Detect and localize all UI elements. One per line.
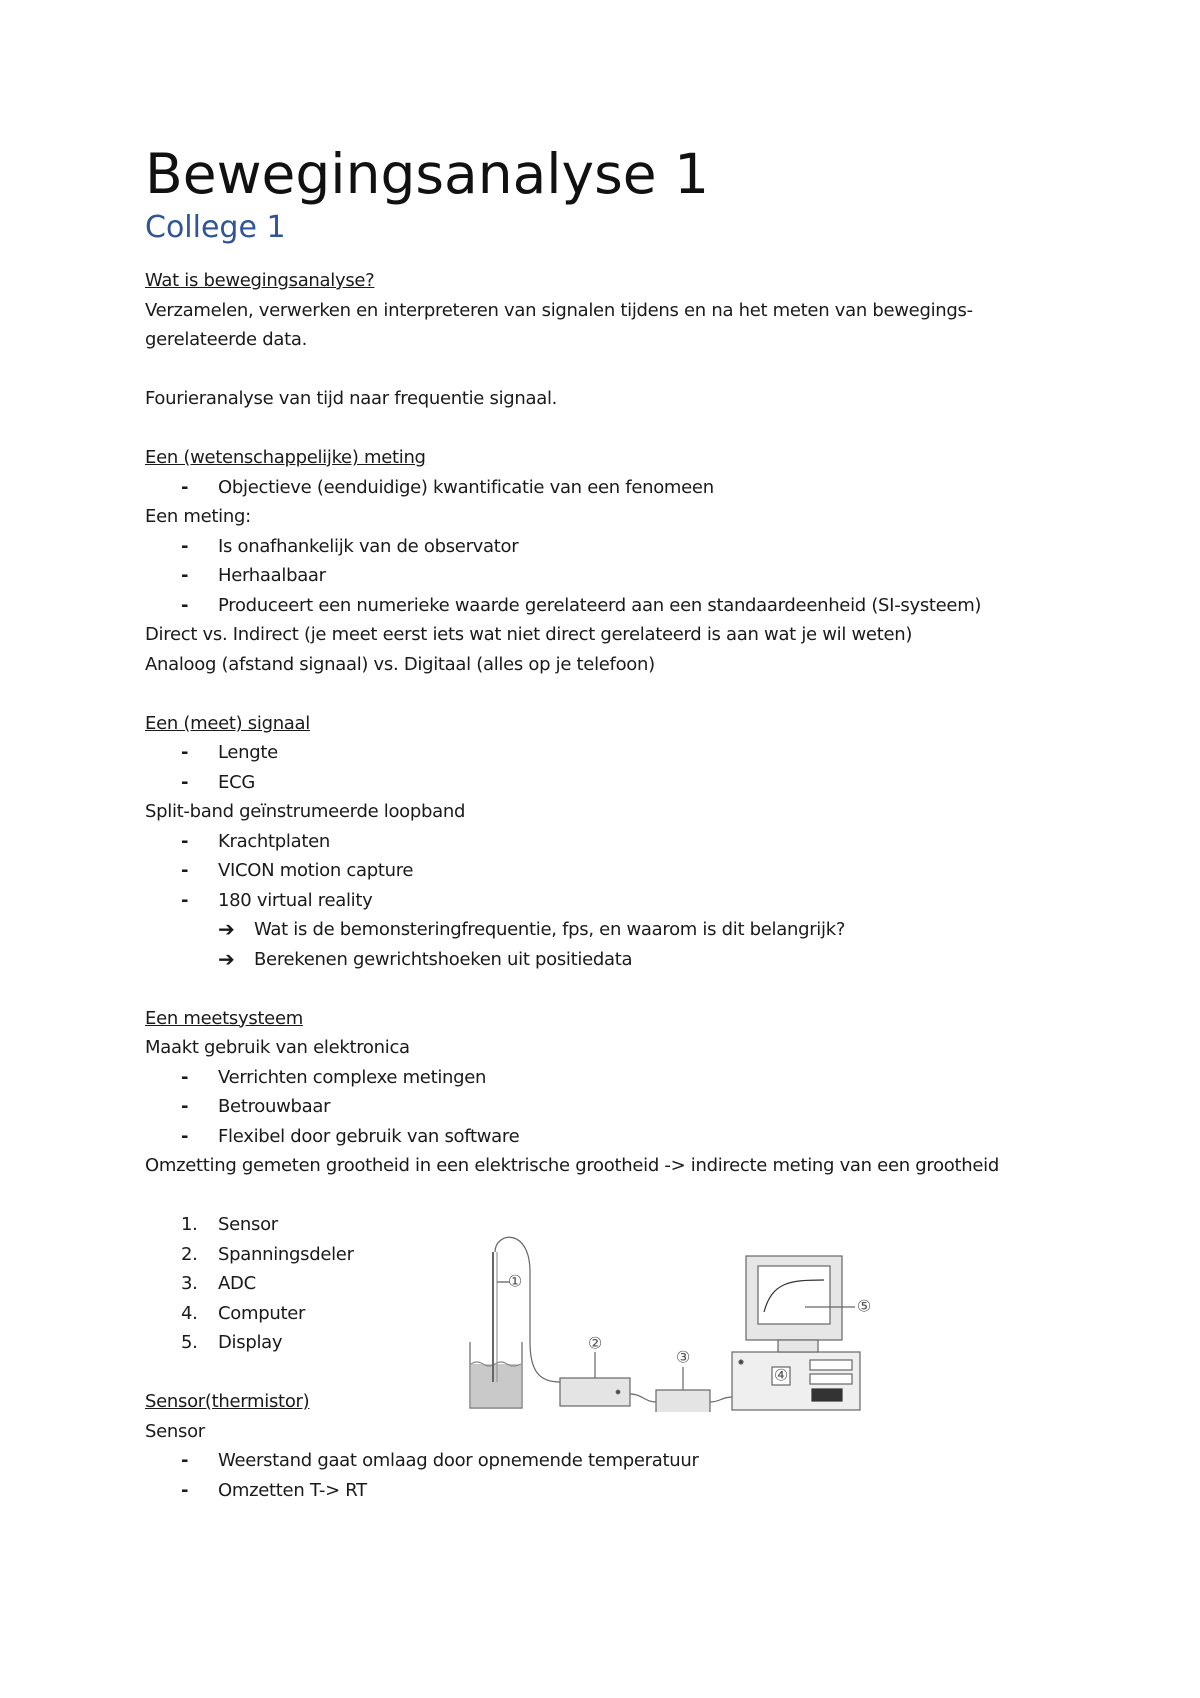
paragraph: Analoog (afstand signaal) vs. Digitaal (alles op je telefoon)	[145, 653, 655, 675]
paragraph: Split-band geïnstrumeerde loopband	[145, 801, 466, 822]
paragraph: Fourieranalyse van tijd naar frequentie signaal.	[145, 388, 558, 409]
diagram-label-4: ④	[773, 1365, 789, 1385]
adc-box	[656, 1390, 710, 1412]
numbered-item: 5. Display	[181, 1332, 283, 1353]
paragraph: Direct vs. Indirect (je meet eerst iets wat niet direct gerelateerd is aan wat je wil weten)	[145, 624, 913, 645]
heading-sensor: Sensor(thermistor)	[145, 1391, 310, 1412]
list-item: - Weerstand gaat omlaag door opnemende temperatuur	[181, 1450, 699, 1471]
list-item: - 180 virtual reality	[181, 889, 373, 911]
numbered-item: 2. Spanningsdeler	[181, 1243, 354, 1265]
list-item: - Betrouwbaar	[181, 1096, 331, 1117]
arrow-icon: ➔	[218, 917, 235, 941]
heading-meetsysteem: Een meetsysteem	[145, 1007, 303, 1029]
paragraph: Sensor	[145, 1420, 205, 1442]
paragraph: Maakt gebruik van elektronica	[145, 1037, 410, 1058]
paragraph: Een meting:	[145, 506, 251, 527]
paragraph: gerelateerde data.	[145, 329, 307, 350]
document-subtitle: College 1	[145, 210, 286, 245]
arrow-list-item: ➔ Berekenen gewrichtshoeken uit positiedata	[145, 945, 1045, 975]
paragraph: Verzamelen, verwerken en interpreteren van signalen tijdens en na het meten van bewegings-	[145, 299, 973, 321]
numbered-item: 1. Sensor	[181, 1214, 278, 1235]
diagram-label-5: ⑤	[856, 1296, 872, 1316]
list-item: - Krachtplaten	[181, 830, 330, 852]
numbered-item: 4. Computer	[181, 1302, 306, 1324]
list-item: - Omzetten T-> RT	[181, 1479, 367, 1501]
numbered-item: 3. ADC	[181, 1273, 256, 1294]
diagram-label-3: ③	[675, 1347, 691, 1367]
paragraph: Omzetting gemeten grootheid in een elektrische grootheid -> indirecte meting van een grootheid	[145, 1155, 999, 1176]
document-title: Bewegingsanalyse 1	[145, 142, 710, 206]
arrow-list-item: ➔ Wat is de bemonsteringfrequentie, fps, en waarom is dit belangrijk?	[145, 915, 1045, 945]
list-item: - Flexibel door gebruik van software	[181, 1125, 520, 1147]
diagram-label-2: ②	[587, 1333, 603, 1353]
heading-meting: Een (wetenschappelijke) meting	[145, 447, 426, 468]
measurement-system-diagram	[460, 1232, 900, 1412]
heading-wat-is: Wat is bewegingsanalyse?	[145, 270, 375, 291]
list-item: - Is onafhankelijk van de observator	[181, 535, 519, 557]
list-item: - Lengte	[181, 742, 278, 763]
list-item: - Objectieve (eenduidige) kwantificatie van een fenomeen	[181, 476, 714, 498]
list-item: - Verrichten complexe metingen	[181, 1066, 487, 1088]
list-item: - Herhaalbaar	[181, 565, 326, 586]
diagram-label-1: ①	[507, 1271, 523, 1291]
heading-signaal: Een (meet) signaal	[145, 712, 310, 734]
list-item: - Produceert een numerieke waarde gerelateerd aan een standaardeenheid (SI-systeem)	[181, 594, 982, 616]
arrow-icon: ➔	[218, 946, 235, 971]
list-item: - ECG	[181, 771, 255, 793]
list-item: - VICON motion capture	[181, 860, 414, 881]
